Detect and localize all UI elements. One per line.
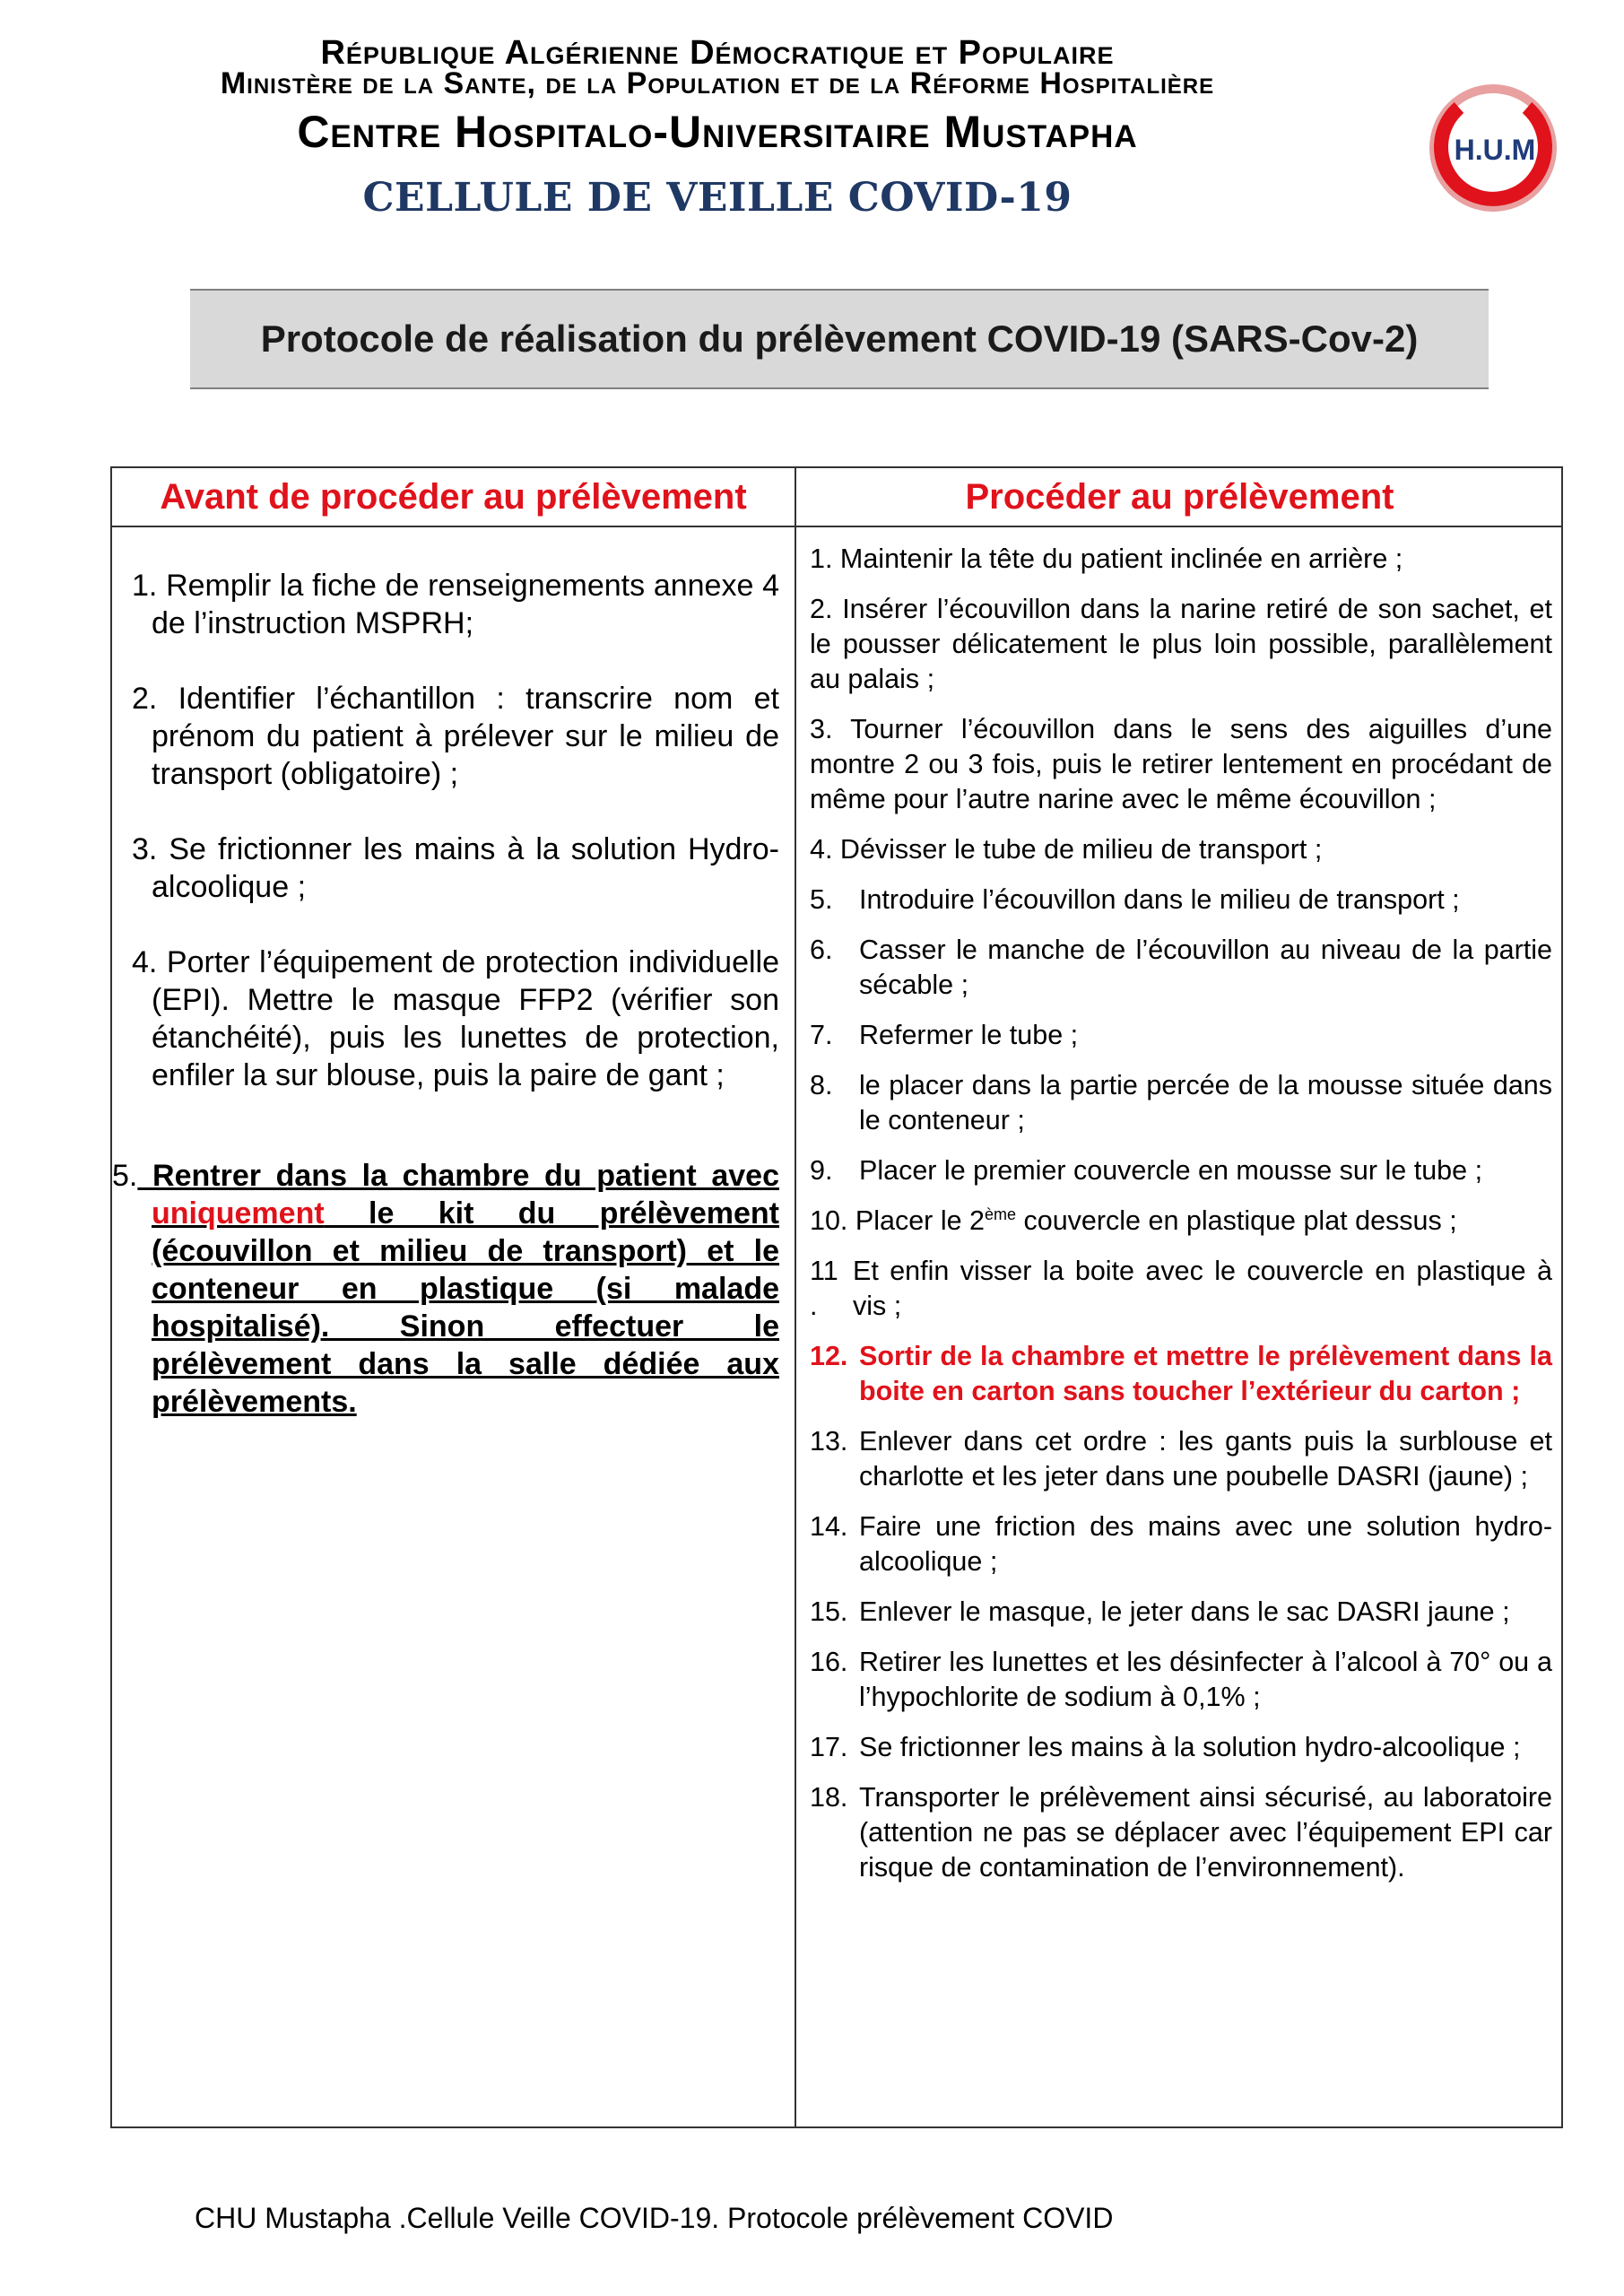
protocol-table <box>110 466 1563 2128</box>
right-step-7: 7. Refermer le tube ; <box>810 1020 1079 1050</box>
left-step-4: 4. Porter l’équipement de protection individuelle (EPI). Mettre le masque FFP2 (vérifier son étanchéité), puis les lunettes de protection, enfiler la sur blouse, puis la paire de gant ; <box>132 945 779 1092</box>
right-step-8: 8. le placer dans la partie percée de la mousse située dans le conteneur ; <box>810 1070 1552 1135</box>
right-step-18: 18. Transporter le prélèvement ainsi sécurisé, au laboratoire (attention ne pas se déplacer avec l’équipement EPI car risque de contamination de l’environnement). <box>810 1782 1552 1883</box>
header-divider <box>112 526 1561 527</box>
protocol-title: Protocole de réalisation du prélèvement COVID-19 (SARS-Cov-2) <box>260 317 1419 360</box>
highlight-uniquement: uniquement <box>152 1196 325 1231</box>
right-step-6: 6. Casser le manche de l’écouvillon au niveau de la partie sécable ; <box>810 935 1552 1000</box>
column-divider <box>795 468 796 2126</box>
protocol-title-box <box>190 289 1489 389</box>
right-step-12: 12. Sortir de la chambre et mettre le prélèvement dans la boite en carton sans toucher l’extérieur du carton ; <box>810 1341 1552 1406</box>
left-step-3: 3. Se frictionner les mains à la solution Hydro-alcoolique ; <box>132 832 779 904</box>
hum-logo <box>1421 81 1565 215</box>
right-step-3: 3. Tourner l’écouvillon dans le sens des aiguilles d’une montre 2 ou 3 fois, puis le retirer lentement en procédant de même pour l’autre narine avec le même écouvillon ; <box>810 714 1552 814</box>
right-step-2: 2. Insérer l’écouvillon dans la narine retiré de son sachet, et le pousser délicatement le plus loin possible, parallèlement au palais ; <box>810 594 1552 694</box>
right-step-9: 9. Placer le premier couvercle en mousse sur le tube ; <box>810 1155 1483 1186</box>
left-step-1: 1. Remplir la fiche de renseignements annexe 4 de l’instruction MSPRH; <box>132 569 779 640</box>
right-step-11: 11 . Et enfin visser la boite avec le couvercle en plastique à vis ; <box>810 1256 1552 1321</box>
right-column-steps <box>810 542 1552 1900</box>
right-step-14: 14. Faire une friction des mains avec une solution hydro-alcoolique ; <box>810 1511 1552 1577</box>
right-step-15: 15. Enlever le masque, le jeter dans le sac DASRI jaune ; <box>810 1596 1510 1627</box>
right-step-13: 13. Enlever dans cet ordre : les gants puis la surblouse et charlotte et les jeter dans une poubelle DASRI (jaune) ; <box>810 1426 1552 1492</box>
header-cellule: CELLULE DE VEILLE COVID-19 <box>362 175 1073 221</box>
right-step-5: 5. Introduire l’écouvillon dans le milieu de transport ; <box>810 884 1460 915</box>
right-step-1: 1. Maintenir la tête du patient inclinée en arrière ; <box>810 544 1403 574</box>
right-column-header: Procéder au prélèvement <box>965 476 1394 517</box>
right-step-17: 17. Se frictionner les mains à la solution hydro-alcoolique ; <box>810 1732 1521 1762</box>
right-step-10: 10. Placer le 2ème couvercle en plastique plat dessus ; <box>810 1205 1457 1236</box>
logo-text: H.U.M <box>1454 134 1536 166</box>
left-step-2: 2. Identifier l’échantillon : transcrire nom et prénom du patient à prélever sur le milieu de transport (obligatoire) ; <box>132 682 779 791</box>
right-step-16: 16. Retirer les lunettes et les désinfecter à l’alcool à 70° ou a l’hypochlorite de sodium à 0,1% ; <box>810 1647 1552 1712</box>
header-hospital: Centre Hospitalo-Universitaire Mustapha <box>297 107 1138 157</box>
left-column-steps <box>112 567 779 1458</box>
page-footer: CHU Mustapha .Cellule Veille COVID-19. Protocole prélèvement COVID <box>195 2202 1114 2234</box>
right-step-4: 4. Dévisser le tube de milieu de transport ; <box>810 834 1323 865</box>
header-republic: République Algérienne Démocratique et Populaire <box>320 34 1115 72</box>
left-column-header: Avant de procéder au prélèvement <box>160 476 747 517</box>
left-step-5: 5. Rentrer dans la chambre du patient avec uniquement le kit du prélèvement (écouvillon et milieu de transport) et le conteneur en plastique (si malade hospitalisé). Sinon effectuer le prélèvement dans la salle dédiée aux prélèvements. <box>112 1159 779 1419</box>
header-ministry: Ministère de la Sante, de la Population et de la Réforme Hospitalière <box>220 66 1215 100</box>
